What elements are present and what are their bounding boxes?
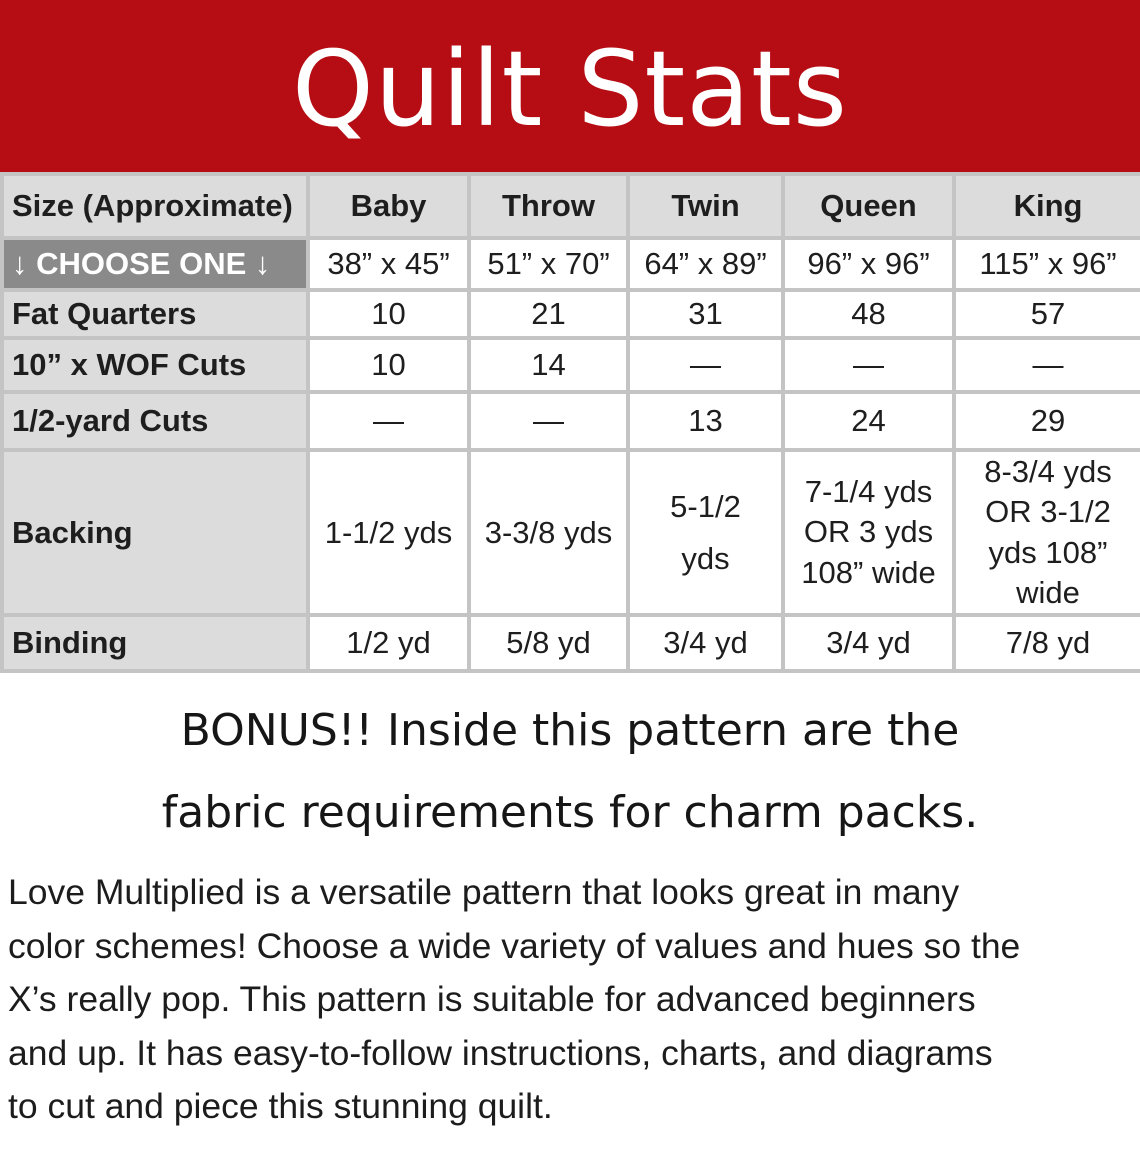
pattern-description [8, 866, 1133, 1134]
description-line: and up. It has easy-to-follow instructions, charts, and diagrams [8, 1032, 993, 1073]
table-cell: 13 [628, 392, 783, 450]
size-header-queen: Queen [783, 174, 954, 238]
table-cell: 1/2 yd [308, 615, 469, 671]
description-line: Love Multiplied is a versatile pattern that looks great in many [8, 872, 960, 912]
table-row-binding [2, 615, 1140, 671]
table-cell: 3/4 yd [628, 615, 783, 671]
table-cell: 1-1/2 yds [308, 450, 469, 615]
table-header-row [2, 174, 1140, 238]
table-cell: — [783, 338, 954, 392]
table-cell: 7-1/4 yds OR 3 yds 108” wide [783, 450, 954, 615]
description-line: X’s really pop. This pattern is suitable for advanced beginners [8, 979, 976, 1019]
bonus-note [0, 690, 1140, 854]
row-label: 10” x WOF Cuts [2, 338, 308, 392]
table-cell: 3/4 yd [783, 615, 954, 671]
table-cell: 24 [783, 392, 954, 450]
table-cell: 48 [783, 290, 954, 338]
table-cell: 115” x 96” [954, 238, 1140, 290]
table-row-fat-quarters [2, 290, 1140, 338]
table-cell: 8-3/4 yds OR 3-1/2 yds 108” wide [954, 450, 1140, 615]
table-cell: — [308, 392, 469, 450]
table-cell: 10 [308, 290, 469, 338]
table-row-half-yard-cuts [2, 392, 1140, 450]
table-cell: 38” x 45” [308, 238, 469, 290]
table-cell: 3-3/8 yds [469, 450, 628, 615]
table-cell: — [954, 338, 1140, 392]
size-header-throw: Throw [469, 174, 628, 238]
table-cell: — [469, 392, 628, 450]
table-cell: 31 [628, 290, 783, 338]
table-cell: 57 [954, 290, 1140, 338]
table-cell: 14 [469, 338, 628, 392]
row-label: Binding [2, 615, 308, 671]
table-row-wof-cuts [2, 338, 1140, 392]
row-label: Backing [2, 450, 308, 615]
table-cell: 64” x 89” [628, 238, 783, 290]
description-line: to cut and piece this stunning quilt. [8, 1086, 553, 1126]
quilt-stats-table [0, 172, 1140, 673]
table-cell: 5-1/2 yds [628, 450, 783, 615]
page-title: Quilt Stats [292, 28, 848, 150]
table-row-dimensions [2, 238, 1140, 290]
table-cell: 29 [954, 392, 1140, 450]
title-banner [0, 0, 1140, 172]
row-label: 1/2-yard Cuts [2, 392, 308, 450]
table-row-backing [2, 450, 1140, 615]
row-label: Fat Quarters [2, 290, 308, 338]
table-cell: 51” x 70” [469, 238, 628, 290]
size-header-king: King [954, 174, 1140, 238]
bonus-line-2: fabric requirements for charm packs. [161, 787, 979, 838]
size-header-baby: Baby [308, 174, 469, 238]
description-line: color schemes! Choose a wide variety of values and hues so the [8, 925, 1021, 966]
bonus-line-1: BONUS!! Inside this pattern are the [180, 705, 960, 756]
choose-one-label: ↓ CHOOSE ONE ↓ [2, 238, 308, 290]
table-cell: 21 [469, 290, 628, 338]
table-cell: 96” x 96” [783, 238, 954, 290]
size-header-label: Size (Approximate) [2, 174, 308, 238]
table-cell: — [628, 338, 783, 392]
table-cell: 5/8 yd [469, 615, 628, 671]
size-header-twin: Twin [628, 174, 783, 238]
table-cell: 7/8 yd [954, 615, 1140, 671]
table-cell: 10 [308, 338, 469, 392]
